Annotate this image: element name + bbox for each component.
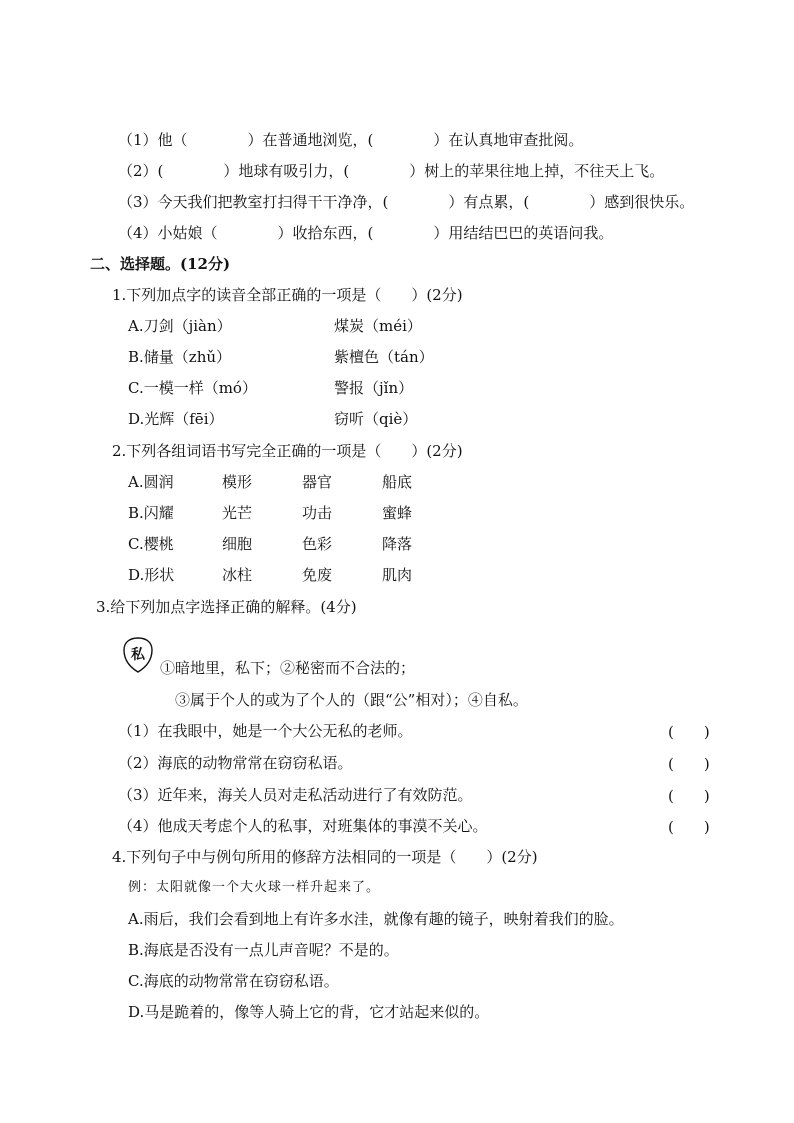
q2-d-word-3: 免废 (302, 566, 333, 584)
q1-option-a-left: A.刀剑（jiàn） (128, 317, 232, 335)
q2-a-word-4: 船底 (382, 473, 413, 491)
q1-option-b-right: 紫檀色（tán） (334, 348, 434, 366)
q4-option-b: B.海底是否没有一点儿声音呢？不是的。 (128, 941, 399, 959)
question-1-stem: 1.下列加点字的读音全部正确的一项是（ ）(2分) (112, 286, 463, 304)
q4-option-c: C.海底的动物常常在窃窃私语。 (128, 972, 339, 990)
question-3-stem: 3.给下列加点字选择正确的解释。(4分) (96, 598, 357, 616)
q1-option-d-left: D.光辉（fēi） (128, 410, 224, 428)
q2-b-word-4: 蜜蜂 (382, 504, 413, 522)
seal-character: 私 (131, 647, 145, 663)
q2-d-word-2: 冰柱 (222, 566, 253, 584)
q1-option-b-left: B.储量（zhǔ） (128, 348, 232, 366)
q2-c-word-1: C.樱桃 (128, 535, 174, 553)
q1-option-d-right: 窃听（qiè） (334, 410, 418, 428)
q3-item-2: （2）海底的动物常常在窃窃私语。 (118, 754, 353, 772)
q2-d-word-1: D.形状 (128, 566, 175, 584)
section-title-choice: 二、选择题。(12分) (90, 255, 231, 273)
q2-a-word-3: 器官 (302, 473, 333, 491)
q3-answer-paren-4[interactable]: ( ) (668, 818, 710, 836)
question-2-options (128, 472, 448, 596)
q2-a-word-2: 模形 (222, 473, 253, 491)
meaning-line-2: ③属于个人的或为了个人的（跟“公”相对）；④自私。 (175, 691, 528, 709)
q4-example: 例：太阳就像一个大火球一样升起来了。 (128, 880, 381, 895)
fill-in-item-3: （3）今天我们把教室打扫得干干净净，( ）有点累，( ）感到很快乐。 (118, 193, 695, 211)
q2-b-word-3: 功击 (302, 504, 333, 522)
question-1-options (128, 316, 548, 440)
q1-option-c-right: 警报（jǐn） (334, 379, 414, 397)
q3-answer-paren-3[interactable]: ( ) (668, 787, 710, 805)
question-4-stem: 4.下列句子中与例句所用的修辞方法相同的一项是（ ）(2分) (112, 848, 538, 866)
q1-option-c-left: C.一模一样（mó） (128, 379, 257, 397)
q2-a-word-1: A.圆润 (128, 473, 174, 491)
q3-item-3: （3）近年来，海关人员对走私活动进行了有效防范。 (118, 786, 473, 804)
fill-in-item-2: （2）( ）地球有吸引力，( ）树上的苹果往地上掉，不往天上飞。 (118, 162, 665, 180)
q2-d-word-4: 肌肉 (382, 566, 413, 584)
q1-option-a-right: 煤炭（méi） (334, 317, 422, 335)
meaning-line-1: ①暗地里，私下；②秘密而不合法的； (160, 659, 416, 677)
q2-c-word-3: 色彩 (302, 535, 333, 553)
q4-option-a: A.雨后，我们会看到地上有许多水洼，就像有趣的镜子，映射着我们的脸。 (128, 910, 624, 928)
q3-answer-paren-2[interactable]: ( ) (668, 755, 710, 773)
fill-in-item-1: （1）他（ ）在普通地浏览，( ）在认真地审查批阅。 (118, 131, 584, 149)
q3-answer-paren-1[interactable]: ( ) (668, 723, 710, 741)
q2-b-word-1: B.闪耀 (128, 504, 174, 522)
q2-c-word-2: 细胞 (222, 535, 253, 553)
q3-item-1: （1）在我眼中，她是一个大公无私的老师。 (118, 722, 413, 740)
q2-b-word-2: 光芒 (222, 504, 253, 522)
q4-option-d: D.马是跪着的，像等人骑上它的背，它才站起来似的。 (128, 1003, 490, 1021)
question-2-stem: 2.下列各组词语书写完全正确的一项是（ ）(2分) (112, 442, 463, 460)
q3-item-4: （4）他成天考虑个人的私事，对班集体的事漠不关心。 (118, 817, 488, 835)
fill-in-item-4: （4）小姑娘（ ）收拾东西，( ）用结结巴巴的英语问我。 (118, 224, 614, 242)
q2-c-word-4: 降落 (382, 535, 413, 553)
seal-character-box (122, 636, 154, 674)
